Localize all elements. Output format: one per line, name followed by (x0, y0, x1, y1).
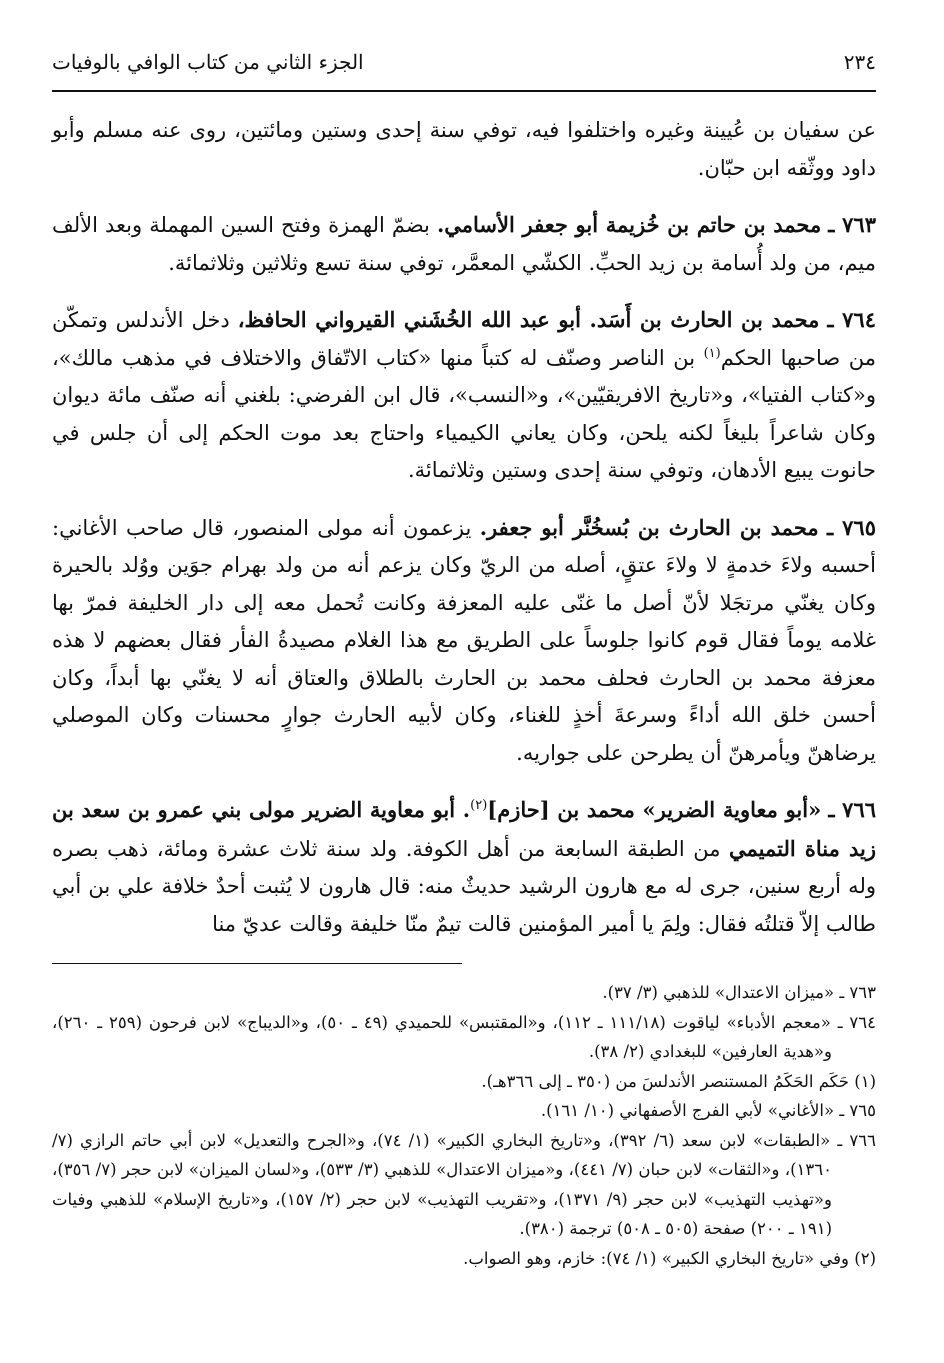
entry-text: من الطبقة السابعة من أهل الكوفة. ولد سنة ثلاث عشرة ومائة، ذهب بصره وله أربع سنين، جرى له مع هارون الرشيد حديثٌ منه: قال هارون لا يُثبت أحدٌ خلافة علي بن أبي طالب إلاّ قتلتُه فقال: ولِمَ يا أمير المؤمنين قالت تيمٌ منّا خليفة وقالت عديّ منا (52, 836, 876, 936)
page-header (52, 50, 876, 90)
entry-heading: محمد بن الحارث بن بُسخُنَّر أبو جعفر. (479, 514, 819, 540)
footnote-1: (١) حَكَم الحَكَمُ المستنصر الأندلسَ من (٣٥٠ ـ إلى ٣٦٦هـ). (481, 1071, 876, 1091)
footnote-763: ٧٦٣ ـ «ميزان الاعتدال» للذهبي (٣/ ٣٧). (602, 983, 876, 1002)
entry-heading: محمد بن حاتم بن خُزيمة أبو جعفر الأسامي. (436, 212, 822, 237)
running-title: الجزء الثاني من كتاب الوافي بالوفيات (52, 50, 364, 74)
footnote-2: (٢) وفي «تاريخ البخاري الكبير» (١/ ٧٤): خازم، وهو الصواب. (463, 1248, 876, 1268)
footnote-764: ٧٦٤ ـ «معجم الأدباء» لياقوت (١١١/١٨ ـ ١١٢)، و«المقتبس» للحميدي (٤٩ ـ ٥٠)، و«الديباج» لابن فرحون (٢٥٩ ـ ٢٦٠)، و«هدية العارفين» للبغدادي (٢/ ٣٨). (52, 1012, 877, 1061)
page-number: ٢٣٤ (843, 50, 876, 74)
entry-text: عن سفيان بن عُيينة وغيره واختلفوا فيه، توفي سنة إحدى وستين ومائتين، روى عنه مسلم وأبو داود ووثّقه ابن حبّان. (52, 118, 876, 180)
entry-762-continuation (52, 112, 876, 187)
entry-heading: محمد بن الحارث بن أَسَد. أبو عبد الله الخُشَني القيرواني الحافظ، (237, 307, 820, 332)
entry-heading: «أبو معاوية الضرير» محمد بن [حازم] (487, 797, 822, 822)
footnote-rule (52, 963, 462, 964)
footnote-ref-2: (٢) (470, 798, 488, 813)
entry-number: ٧٦٦ ـ (828, 797, 877, 822)
entry-text: دخل الأندلس وتمكّن من صاحبها الحكم (52, 308, 876, 370)
footnote-ref-1: (١) (703, 345, 721, 361)
entry-766 (52, 791, 876, 943)
entry-764 (52, 301, 876, 490)
entry-763 (52, 206, 876, 282)
main-text (52, 112, 876, 943)
entry-765 (52, 509, 876, 773)
entry-text: يزعمون أنه مولى المنصور، قال صاحب الأغاني: أحسبه ولاءَ خدمةٍ لا ولاءَ عتقٍ، أصله من الريّ وكان يزعم أنه من ولد بهرام جوَين ووُلد بالحيرة وكان يغنّي مرتجَلا لأنّ أصل ما غنّى عليه المعزفة وكانت تُحمل معه إلى دار الخليفة فمرّ بها غلامه يوماً فقال قوم كانوا جلوساً على الطريق مع هذا الغلام مصيدةُ الفأر فقال بعضهم لا هذه معزفة محمد بن الحارث فحلف محمد بن الحارث بالطلاق والعتاق أنه لا يغنّي بها أبداً، وكان أحسن خلق الله أداءً وسرعةَ أخذٍ للغناء، وكان لأبيه الحارث جوارٍ محسنات وكان الموصلي يرضاهنّ ويأمرهنّ أن يطرحن على جواريه. (52, 515, 876, 765)
entry-text: بضمّ الهمزة وفتح السين المهملة وبعد الألف ميم، من ولد أُسامة بن زيد الحبِّ. الكشّي المعمَّر، توفي سنة تسع وثلاثين وثلاثمائة. (52, 213, 876, 275)
header-rule (52, 90, 876, 92)
footnote-765: ٧٦٥ ـ «الأغاني» لأبي الفرج الأصفهاني (١٠/ ١٦١). (540, 1101, 876, 1120)
footnote-766: ٧٦٦ ـ «الطبقات» لابن سعد (٦/ ٣٩٢)، و«تاريخ البخاري الكبير» (١/ ٧٤)، و«الجرح والتعديل» لابن أبي حاتم الرازي (٧/ ١٣٦٠)، و«الثقات» لابن حبان (٧/ ٤٤١)، و«ميزان الاعتدال» للذهبي (٣/ ٥٣٣)، و«لسان الميزان» لابن حجر (٧/ ٣٥٦)، و«تهذيب التهذيب» لابن حجر (٩/ ١٣٧١)، و«تقريب التهذيب» لابن حجر (٢/ ١٥٧)، و«تاريخ الإسلام» للذهبي وفيات (١٩١ ـ ٢٠٠) صفحة (٥٠٥ ـ ٥٠٨) ترجمة (٣٨٠). (52, 1130, 876, 1238)
entry-number: ٧٦٣ ـ (828, 212, 876, 237)
entry-number: ٧٦٤ ـ (827, 307, 876, 332)
entry-number: ٧٦٥ ـ (827, 514, 876, 540)
entry-text: بن الناصر وصنّف له كتباً منها «كتاب الاتّفاق والاختلاف في مذهب مالك»، و«كتاب الفتيا»، و«تاريخ الافريقيّين»، و«النسب»، قال ابن الفرضي: بلغني أنه صنّف مائة ديوان وكان شاعراً بليغاً لكنه يلحن، وكان يعاني الكيمياء واحتاج بعد موت الحكم إلى أن جلس في حانوت يبيع الأدهان، وتوفي سنة إحدى وستين وثلاثمائة. (52, 345, 876, 482)
footnotes (52, 978, 876, 1273)
entry-heading: . أبو معاوية الضرير مولى بني عمرو بن سعد بن زيد مناة التميمي (52, 797, 876, 861)
